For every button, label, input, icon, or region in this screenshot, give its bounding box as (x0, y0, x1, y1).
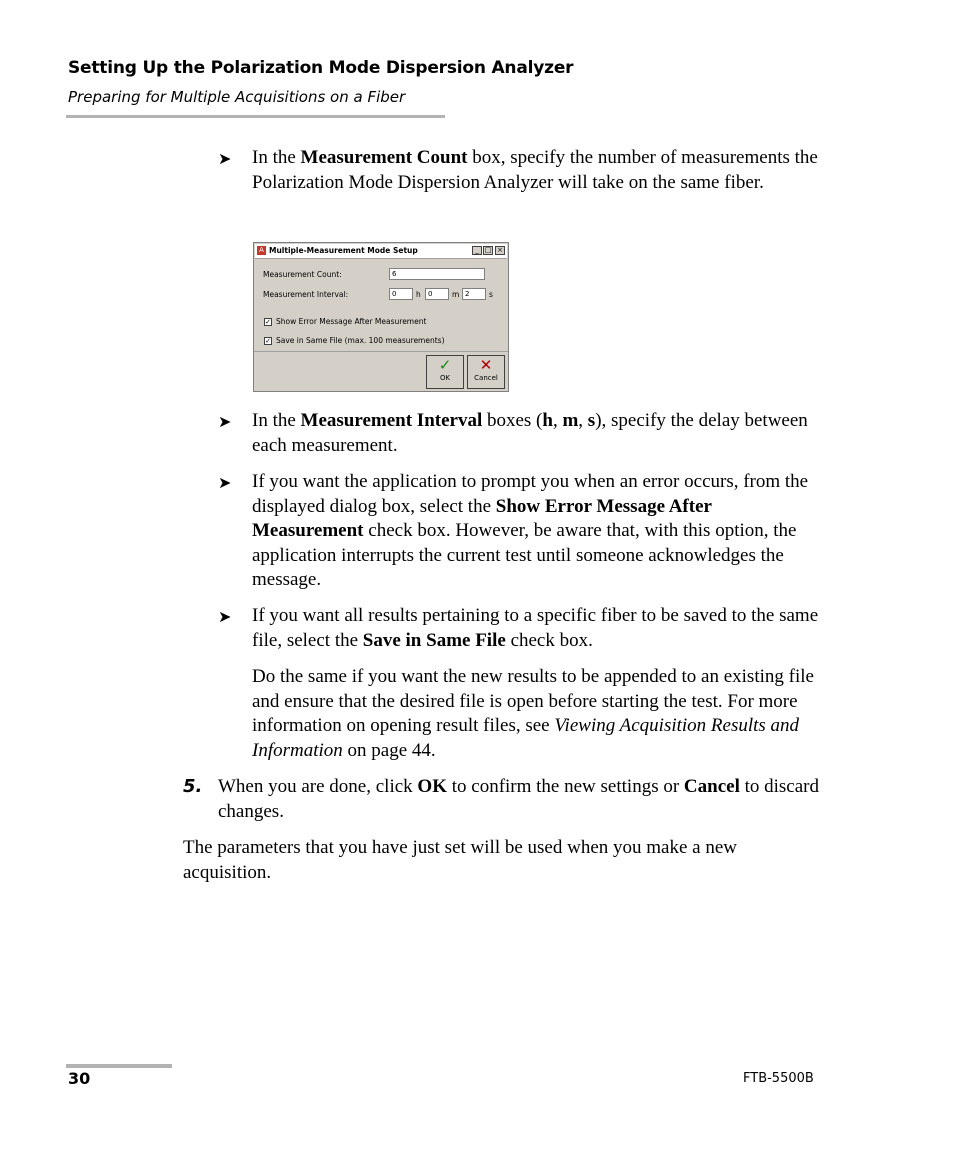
bullet-save-followup: Do the same if you want the new results to be appended to an existing file and ensure that the desired file is open before starting the test. For more information on opening result files, see Viewing Acquisition Results and Information on page 44. (252, 666, 814, 761)
bullet-arrow-icon: ➤ (218, 473, 232, 492)
page-number: 30 (68, 1069, 91, 1088)
show-error-checkbox[interactable]: ✓ (265, 318, 271, 326)
close-icon[interactable]: × (495, 246, 505, 255)
bullet-measurement-count: In the Measurement Count box, specify the number of measurements the Polarization Mode Dispersion Analyzer will take on the same fiber. (252, 147, 818, 193)
page-header-subtitle: Preparing for Multiple Acquisitions on a Fiber (68, 88, 406, 106)
measurement-count-label: Measurement Count: (263, 270, 342, 279)
interval-hours-input[interactable]: 0 (389, 288, 413, 300)
step-number: 5. (183, 776, 203, 797)
dialog-title: Multiple-Measurement Mode Setup (269, 246, 418, 255)
interval-minutes-input[interactable]: 0 (425, 288, 449, 300)
show-error-label: Show Error Message After Measurement (276, 317, 427, 326)
bullet-arrow-icon: ➤ (218, 412, 232, 431)
ok-button-label: OK (439, 374, 451, 382)
closing-paragraph: The parameters that you have just set will be used when you make a new acquisition. (183, 837, 737, 883)
interval-seconds-input[interactable]: 2 (462, 288, 486, 300)
dialog-separator (254, 351, 508, 352)
app-icon: A (257, 246, 266, 255)
x-mark-icon: ✕ (479, 356, 493, 374)
header-rule (66, 115, 445, 118)
bullet-arrow-icon: ➤ (218, 149, 232, 168)
seconds-unit-label: s (489, 290, 493, 299)
save-same-file-label: Save in Same File (max. 100 measurements) (276, 336, 445, 345)
maximize-icon[interactable]: □ (484, 246, 492, 254)
measurement-count-input[interactable]: 6 (389, 268, 485, 280)
measurement-interval-label: Measurement Interval: (263, 290, 349, 299)
step-5-text: When you are done, click OK to confirm the new settings or Cancel to discard changes. (218, 776, 820, 822)
page-header-title: Setting Up the Polarization Mode Dispersion Analyzer (68, 58, 574, 78)
ok-button[interactable] (426, 355, 464, 389)
minutes-unit-label: m (452, 290, 460, 299)
bullet-show-error: If you want the application to prompt you when an error occurs, from the displayed dialog box, select the Show Error Message After Measurement check box. However, be aware that, with this option, the application interrupts the current test until someone acknowledges the message. (252, 471, 809, 591)
cancel-button[interactable] (467, 355, 505, 389)
checkmark-icon: ✓ (438, 356, 452, 374)
hours-unit-label: h (416, 290, 421, 299)
bullet-measurement-interval: In the Measurement Interval boxes (h, m, s), specify the delay between each measurement. (252, 410, 808, 456)
save-same-file-checkbox[interactable]: ✓ (265, 337, 271, 345)
dialog-title-bar (255, 244, 507, 259)
bullet-save-same-file: If you want all results pertaining to a specific fiber to be saved to the same file, select the Save in Same File check box. (252, 605, 819, 651)
minimize-icon[interactable]: _ (472, 246, 482, 255)
footer-rule (66, 1064, 172, 1068)
bullet-arrow-icon: ➤ (218, 607, 232, 626)
footer-model: FTB-5500B (743, 1071, 814, 1086)
cancel-button-label: Cancel (474, 374, 498, 382)
multiple-measurement-setup-dialog (253, 242, 509, 392)
